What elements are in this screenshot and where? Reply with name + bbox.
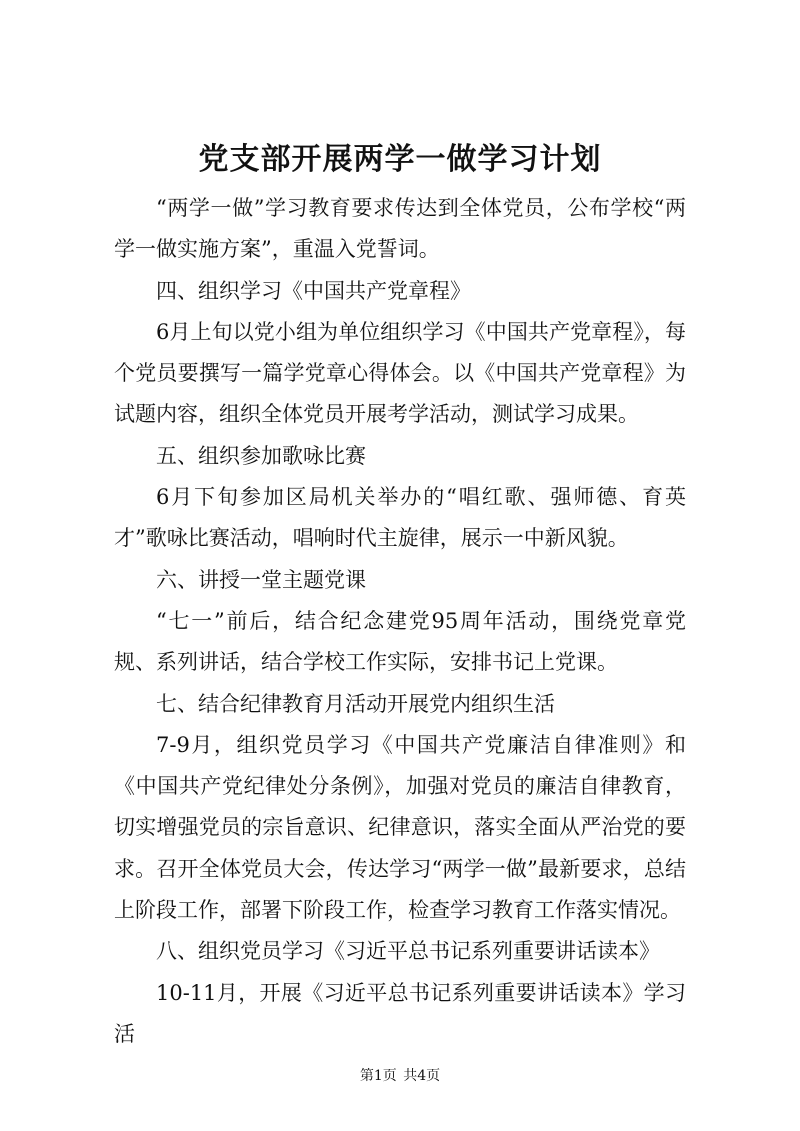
- paragraph-section-6: “七一”前后，结合纪念建党95周年活动，围绕党章党规、系列讲话，结合学校工作实际，安排书记上党课。: [114, 608, 686, 675]
- page-number: 第1页: [359, 1068, 397, 1084]
- paragraph-section-5: 6月下旬参加区局机关举办的“唱红歌、强师德、育英才”歌咏比赛活动，唱响时代主旋律，展示一中新风貌。: [114, 485, 686, 551]
- section-heading-5: 五、组织参加歌咏比赛: [156, 443, 366, 468]
- section-heading-8: 八、组织党员学习《习近平总书记系列重要讲话读本》: [156, 939, 660, 964]
- section-heading-6: 六、讲授一堂主题党课: [156, 567, 366, 592]
- paragraph-section-4: 6月上旬以党小组为单位组织学习《中国共产党章程》，每个党员要撰写一篇学党章心得体会。以《中国共产党章程》为试题内容，组织全体党员开展考学活动，测试学习成果。: [114, 319, 686, 427]
- section-heading-4: 四、组织学习《中国共产党章程》: [156, 278, 471, 303]
- paragraph-section-7: 7-9月，组织党员学习《中国共产党廉洁自律准则》和《中国共产党纪律处分条例》，加强对党员的廉洁自律教育，切实增强党员的宗旨意识、纪律意识，落实全面从严治党的要求。召开全体党员大会，传达学习“两学一做”最新要求，总结上阶段工作，部署下阶段工作，检查学习教育工作落实情况。: [114, 732, 686, 923]
- page-footer: [0, 1066, 800, 1086]
- document-title: 党支部开展两学一做学习计划: [198, 142, 602, 177]
- section-heading-7: 七、结合纪律教育月活动开展党内组织生活: [156, 691, 555, 716]
- paragraph-section-8: 10-11月，开展《习近平总书记系列重要讲话读本》学习活: [114, 980, 686, 1046]
- document-body: [114, 188, 686, 1055]
- paragraph-intro: “两学一做”学习教育要求传达到全体党员，公布学校“两学一做实施方案”，重温入党誓词。: [114, 196, 686, 262]
- page-total: 共4页: [403, 1068, 441, 1084]
